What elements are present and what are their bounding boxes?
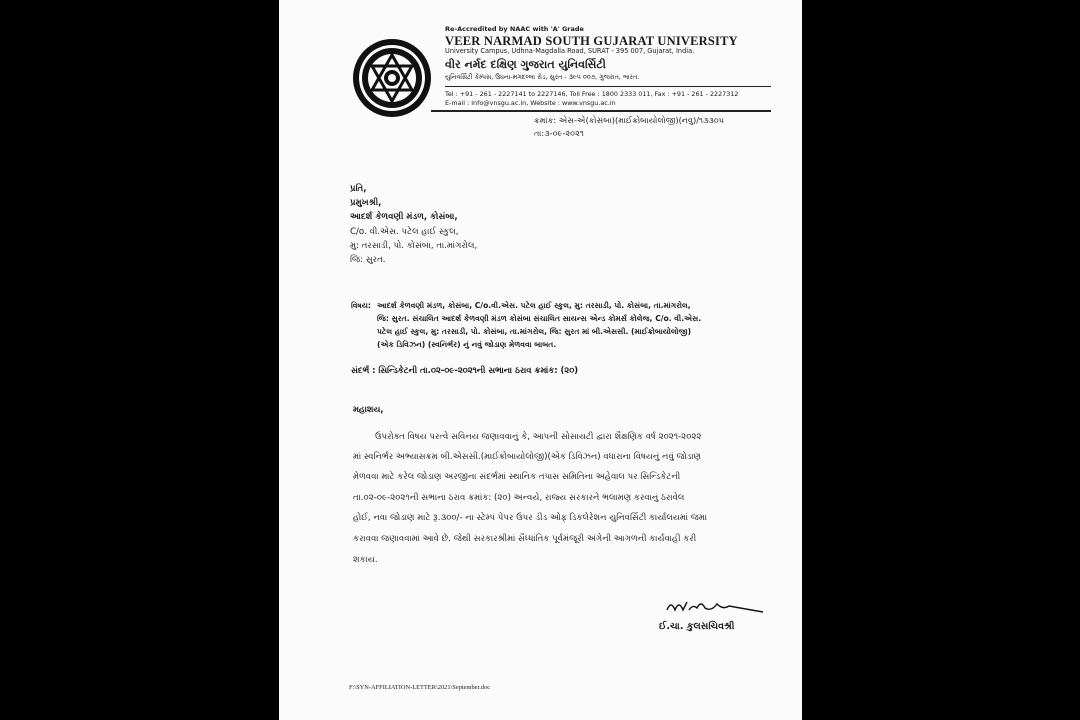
reference-context: સંદર્ભ : સિન્ડિકેટની તા.૦૨-૦૯-૨૦૨૧ની સભાના ઠરાવ ક્રમાંક: (૨૦) [351, 365, 579, 375]
salutation: મહાશય, [353, 404, 384, 414]
recipient-post: મુ: તરસાડી, પો. કોસંબા, તા.માંગરોલ, [350, 241, 478, 251]
address-gujarati: યુનિવર્સિટી કેમ્પસ, ઉધના-મગદલ્લા રોડ, સુરત - ૩૯૫ ૦૦૭, ગુજરાત, ભારત. [445, 73, 640, 81]
address-english: University Campus, Udhna-Magdalla Road, SURAT - 395 007, Gujarat, India. [445, 47, 695, 55]
body-line: ઉપરોક્ત વિષય પરત્વે સવિનય જણાવવાનું કે, આપની સોસાયટી દ્વારા શૈક્ષણિક વર્ષ ૨૦૨૧-૨૦૨૨ [375, 432, 702, 442]
body-line: હોઈ, નવા જોડાણ માટે રૂ.૩૦૦/- ના સ્ટેમ્પ પેપર ઉપર ડીડ ઓફ ડિકલેરેશન યુનિવર્સિટી કાર્યાલયમાં જમા [353, 513, 708, 523]
recipient-organization: આદર્શ કેળવણી મંડળ, કોસંબા, [350, 212, 458, 222]
university-name-gujarati: વીર નર્મદ દક્ષિણ ગુજરાત યુનિવર્સિટી [445, 58, 606, 71]
subject-label: વિષય: [351, 301, 371, 310]
body-line: શકાય. [353, 555, 378, 565]
subject-line: (એક ડિવિઝન) (સ્વનિર્ભર) નું નવું જોડાણ મેળવવા બાબત. [377, 340, 557, 349]
letterhead-divider-bottom [431, 110, 771, 112]
university-seal-logo [352, 38, 432, 118]
recipient-district: જિ: સુરત. [350, 255, 386, 265]
contact-line: Tel : +91 - 261 - 2227141 to 2227146, Toll Free : 1800 2333 011, Fax : +91 - 261 - 2227312 [445, 90, 739, 98]
body-line: માં સ્વનિર્ભર અભ્યાસક્રમ બી.એસસી.(માઈક્રોબાયોલોજી)(એક ડિવિઝન) વધારાના વિષયનું નવું જોડાણ [353, 452, 702, 462]
reference-number: ક્રમાંક: એસ-એ(કોસંબા)(માઈક્રોબાયોલોજી)(નવુ)/૧૩૩૦૫ [534, 115, 725, 125]
university-name: VEER NARMAD SOUTH GUJARAT UNIVERSITY [445, 34, 738, 48]
subject-line: પટેલ હાઈ સ્કુલ, મુ: તરસાડી, પો. કોસંબા, તા.માંગરોલ, જિ: સુરત માં બી.એસસી. (માઈક્રોબાયોલોજી) [377, 327, 692, 336]
body-line: તા.૦૨-૦૯-૨૦૨૧ની સભાના ઠરાવ ક્રમાંક: (૨૦) અન્વયે, રાજ્ય સરકારને ભલામણ કરવાનું ઠરાવેલ [353, 493, 685, 503]
subject-line: જિ: સુરત. સંચાલિત આદર્શ કેળવણી મંડળ કોસંબા સંચાલિત સાયન્સ એન્ડ કોમર્સ કોલેજ, C/o. વી.એસ. [377, 314, 702, 323]
body-line: મેળવવા માટે કરેલ જોડાણ અરજીના સંદર્ભમાં સ્થાનિક તપાસ સમિતિના અહેવાલ પર સિન્ડિકેટની [353, 472, 681, 482]
body-line: કરાવવા જણાવવામાં આવે છે. જેથી સરકારશ્રીમાં સૈધ્ધાંતિક પૂર્વમંજૂરી અંગેની આગળની કાર્યવાહી કરી [353, 534, 697, 544]
signatory-designation: ઈ.ચા. કુલસચિવશ્રી [659, 621, 735, 632]
email-line: E-mail : info@vnsgu.ac.in, Website : www.vnsgu.ac.in [445, 99, 616, 107]
letterhead-divider-top [445, 86, 771, 87]
recipient-to: પ્રતિ, [350, 184, 367, 194]
recipient-care-of: C/o. વી.એસ. પટેલ હાઈ સ્કુલ, [350, 227, 459, 237]
letter-date: તા:૩-૦૯-૨૦૨૧ [534, 128, 584, 138]
file-path-footer: F:\SYN-AFFILIATION-LETTER\2021\September.doc [349, 684, 491, 691]
handwritten-signature [665, 596, 765, 618]
letter-page [279, 0, 802, 720]
accreditation-text: Re-Accredited by NAAC with 'A' Grade [445, 25, 584, 33]
recipient-designation: પ્રમુખશ્રી, [350, 198, 382, 208]
subject-line: આદર્શ કેળવણી મંડળ, કોસંબા, C/o.વી.એસ. પટેલ હાઈ સ્કુલ, મુ: તરસાડી, પો. કોસંબા, તા.માંગરોલ, [377, 301, 691, 310]
